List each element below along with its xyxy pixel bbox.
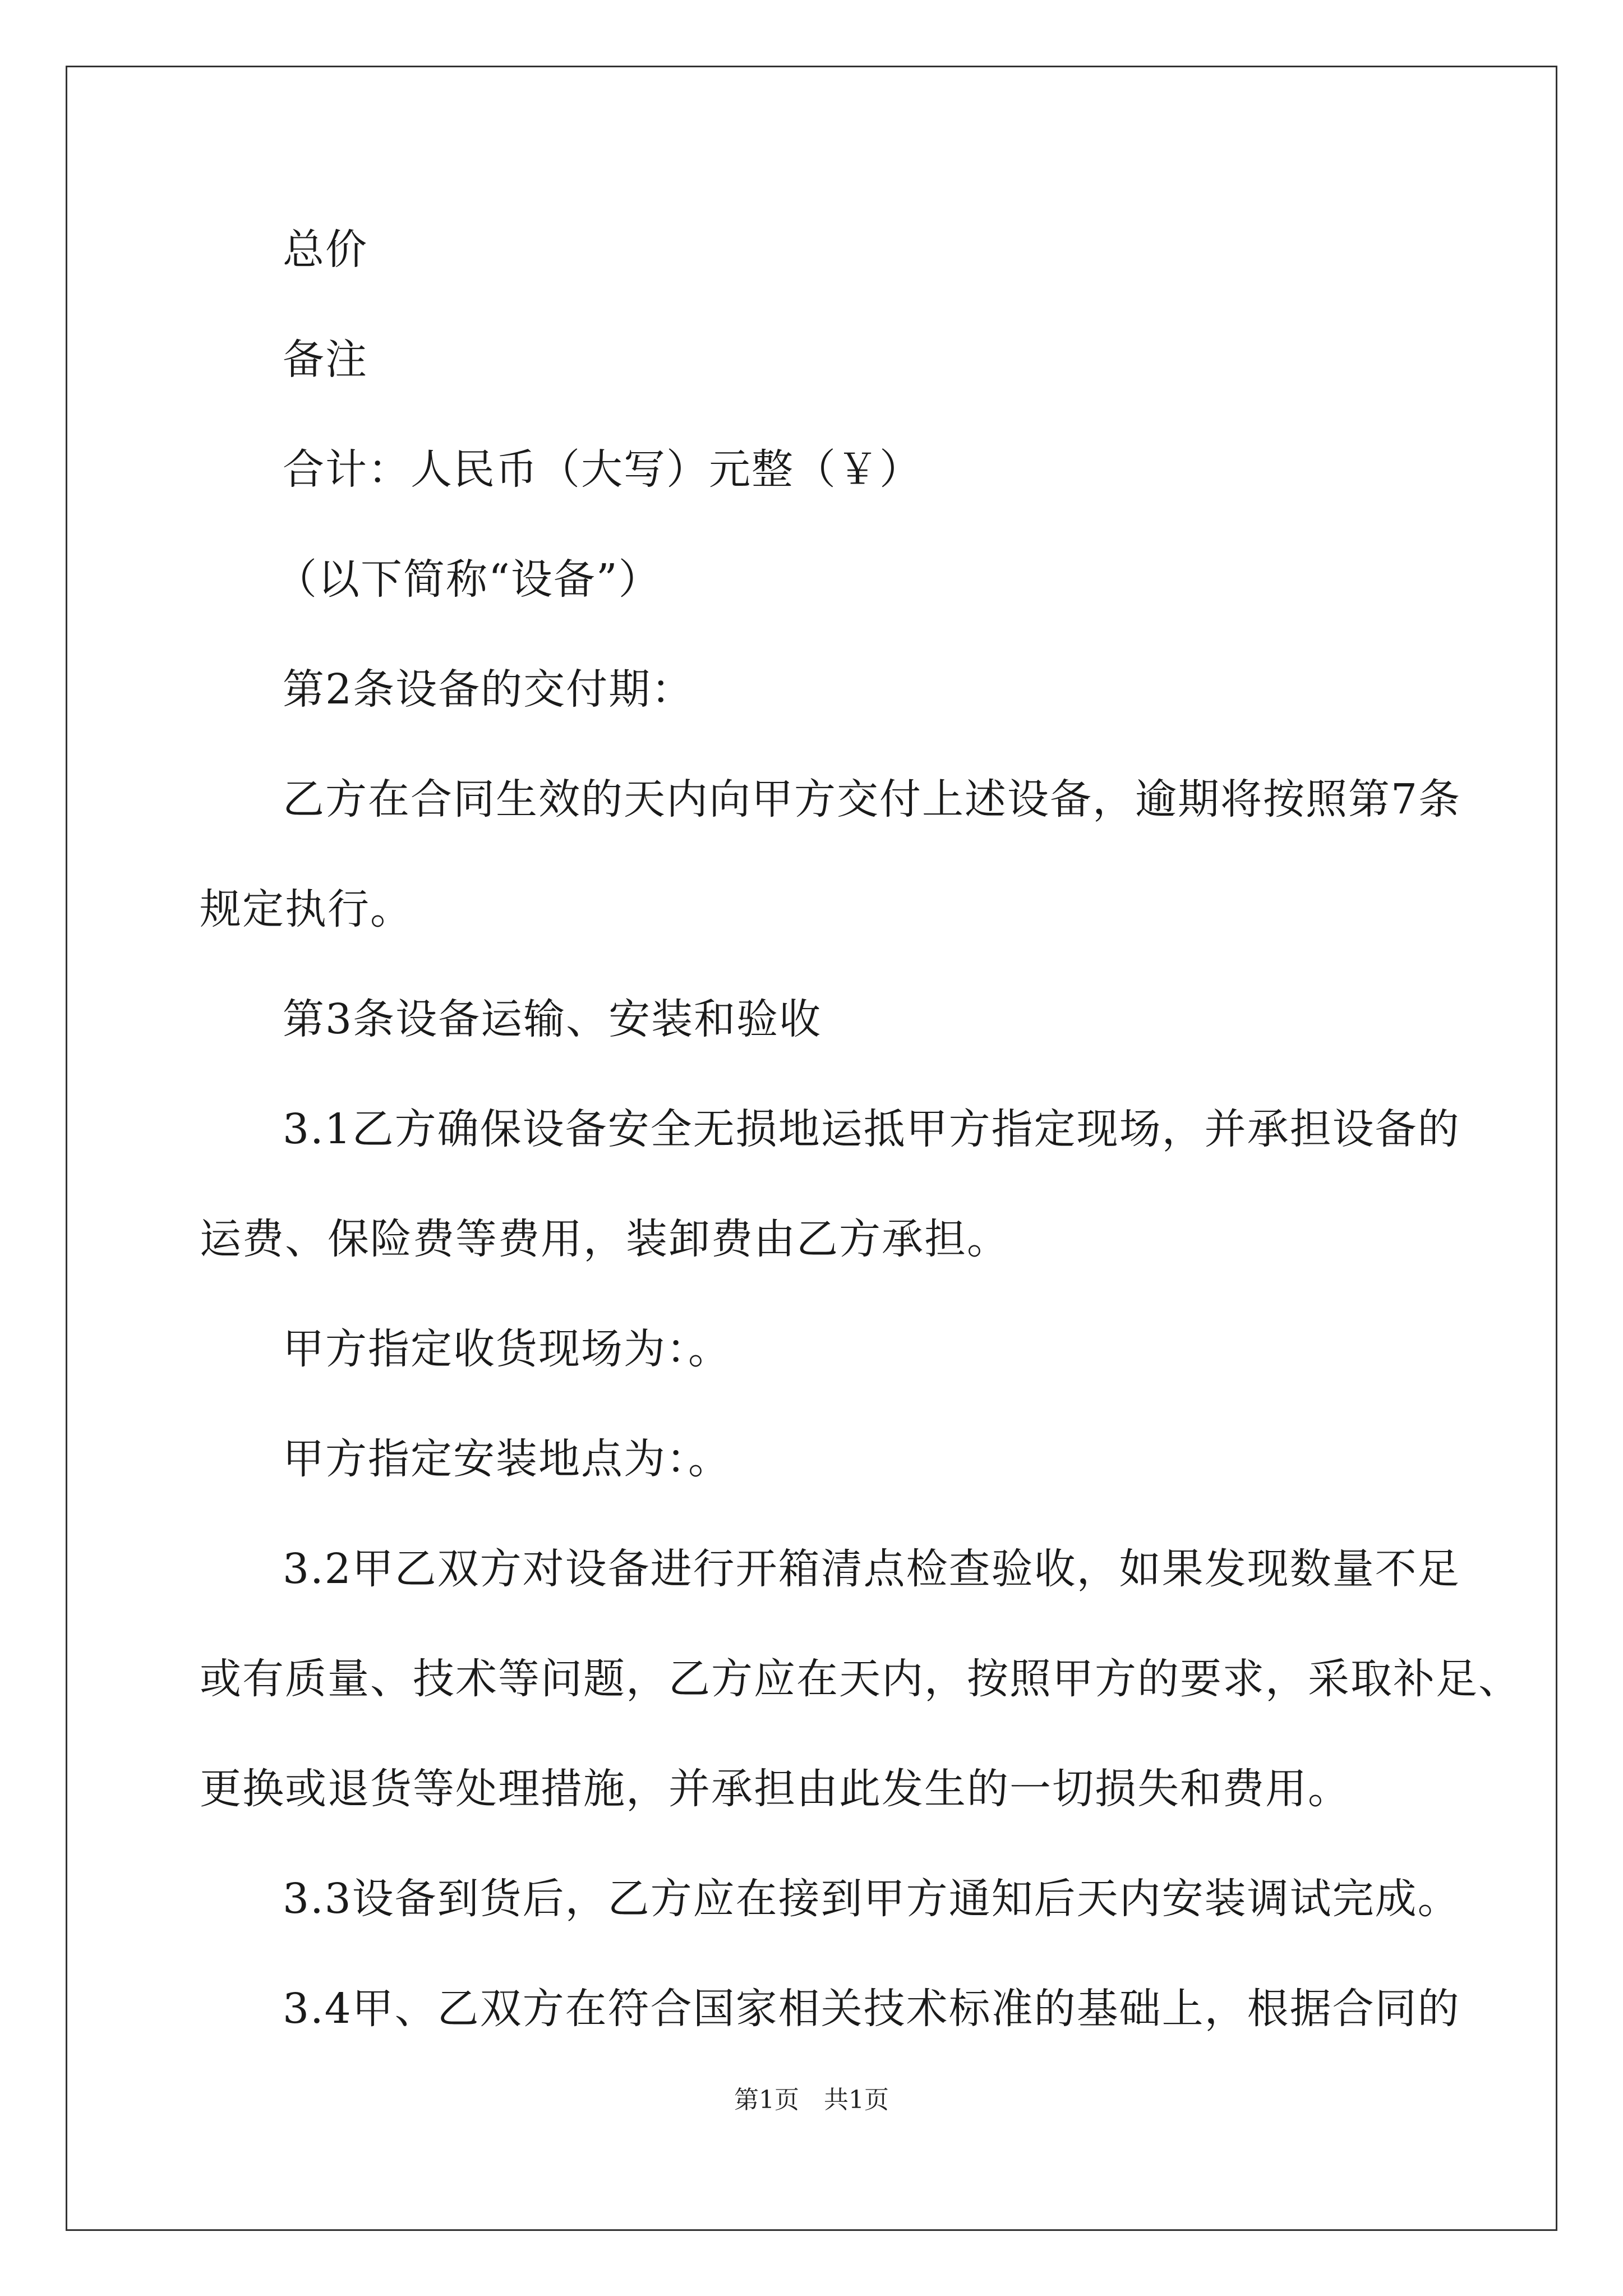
clause-3-1-line-1: 3.1乙方确保设备安全无损地运抵甲方指定现场，并承担设备的 (283, 1105, 1460, 1153)
paragraph-remarks: 备注 (283, 335, 368, 384)
article-2-text-line-2: 规定执行。 (200, 885, 413, 933)
clause-3-2-line-1: 3.2甲乙双方对设备进行开箱清点检查验收，如果发现数量不足 (283, 1545, 1460, 1593)
page-number: 第1页 共1页 (734, 2086, 889, 2114)
clause-3-3: 3.3设备到货后，乙方应在接到甲方通知后天内安装调试完成。 (283, 1875, 1460, 1923)
clause-3-1-line-2: 运费、保险费等费用，装卸费由乙方承担。 (200, 1215, 1009, 1263)
article-3-heading: 第3条设备运输、安装和验收 (283, 995, 822, 1043)
installation-site: 甲方指定安装地点为：。 (283, 1435, 731, 1483)
article-2-text-line-1: 乙方在合同生效的天内向甲方交付上述设备，逾期将按照第7条 (283, 775, 1461, 823)
receiving-site: 甲方指定收货现场为：。 (283, 1325, 731, 1373)
paragraph-sum: 合计：人民币（大写）元整（￥） (283, 445, 922, 494)
paragraph-abbreviation: （以下简称“设备”） (275, 555, 661, 604)
clause-3-2-line-3: 更换或退货等处理措施，并承担由此发生的一切损失和费用。 (200, 1765, 1350, 1813)
clause-3-2-line-2: 或有质量、技术等问题，乙方应在天内，按照甲方的要求，采取补足、 (200, 1655, 1521, 1703)
paragraph-total-price: 总价 (283, 226, 368, 274)
clause-3-4-line-1: 3.4甲、乙双方在符合国家相关技术标准的基础上，根据合同的 (283, 1985, 1460, 2033)
article-2-heading: 第2条设备的交付期： (283, 665, 694, 714)
